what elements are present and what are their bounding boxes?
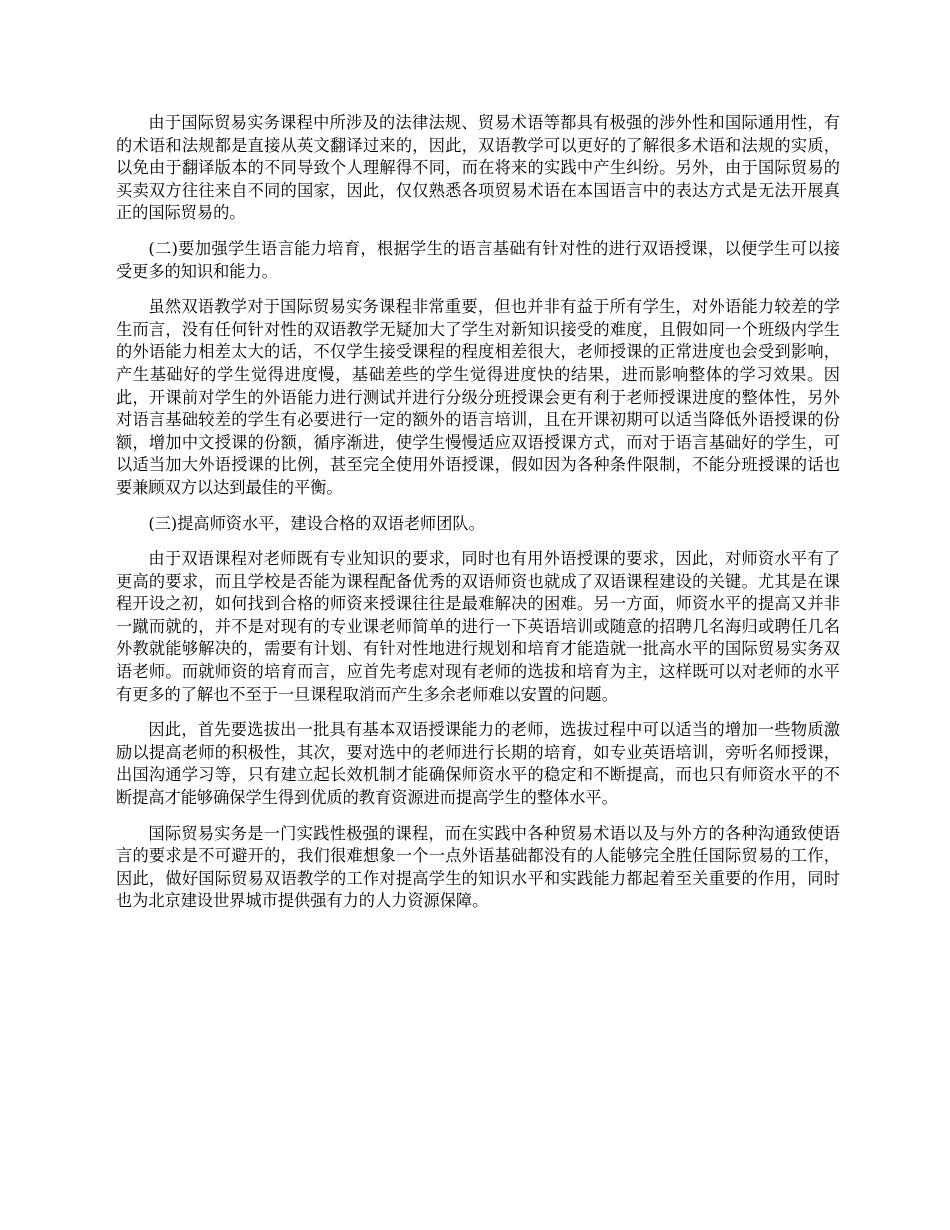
document-body <box>116 112 840 926</box>
paragraph-teacher-selection: 因此，首先要选拔出一批具有基本双语授课能力的老师，选拔过程中可以适当的增加一些物质激励以提高老师的积极性，其次，要对选中的老师进行长期的培育，如专业英语培训，旁听名师授课，出国沟通学习等，只有建立起长效机制才能确保师资水平的稳定和不断提高，而也只有师资水平的不断提高才能够确保学生得到优质的教育资源进而提高学生的整体水平。 <box>116 720 840 808</box>
section-heading-language-ability: (二)要加强学生语言能力培育，根据学生的语言基础有针对性的进行双语授课，以便学生可以接受更多的知识和能力。 <box>116 238 840 281</box>
paragraph-tiered-teaching: 虽然双语教学对于国际贸易实务课程非常重要，但也并非有益于所有学生，对外语能力较差的学生而言，没有任何针对性的双语教学无疑加大了学生对新知识接受的难度，且假如同一个班级内学生的外语能力相差太大的话，不仅学生接受课程的程度相差很大，老师授课的正常进度也会受到影响，产生基础好的学生觉得进度慢，基础差些的学生觉得进度快的结果，进而影响整体的学习效果。因此，开课前对学生的外语能力进行测试并进行分级分班授课会更有利于老师授课进度的整体性，另外对语言基础较差的学生有必要进行一定的额外的语言培训，且在开课初期可以适当降低外语授课的份额，增加中文授课的份额，循序渐进，使学生慢慢适应双语授课方式，而对于语言基础好的学生，可以适当加大外语授课的比例，甚至完全使用外语授课，假如因为各种条件限制，不能分班授课的话也要兼顾双方以达到最佳的平衡。 <box>116 297 840 497</box>
paragraph-conclusion: 国际贸易实务是一门实践性极强的课程，而在实践中各种贸易术语以及与外方的各种沟通致使语言的要求是不可避开的，我们很难想象一个一点外语基础都没有的人能够完全胜任国际贸易的工作，因此，做好国际贸易双语教学的工作对提高学生的知识水平和实践能力都起着至关重要的作用，同时也为北京建设世界城市提供强有力的人力资源保障。 <box>116 823 840 911</box>
section-heading-teacher-quality: (三)提高师资水平，建设合格的双语老师团队。 <box>148 513 485 533</box>
paragraph-teacher-requirements: 由于双语课程对老师既有专业知识的要求，同时也有用外语授课的要求，因此，对师资水平有了更高的要求，而且学校是否能为课程配备优秀的双语师资也就成了双语课程建设的关键。尤其是在课程开设之初，如何找到合格的师资来授课往往是最难解决的困难。另一方面，师资水平的提高又并非一蹴而就的，并不是对现有的专业课老师简单的进行一下英语培训或随意的招聘几名海归或聘任几名外教就能够解决的，需要有计划、有针对性地进行规划和培育才能造就一批高水平的国际贸易实务双语老师。而就师资的培育而言，应首先考虑对现有老师的选拔和培育为主，这样既可以对老师的水平有更多的了解也不至于一旦课程取消而产生多余老师难以安置的问题。 <box>116 549 840 704</box>
paragraph-translation-benefits: 由于国际贸易实务课程中所涉及的法律法规、贸易术语等都具有极强的涉外性和国际通用性，有的术语和法规都是直接从英文翻译过来的，因此，双语教学可以更好的了解很多术语和法规的实质，以免由于翻译版本的不同导致个人理解得不同，而在将来的实践中产生纠纷。另外，由于国际贸易的买卖双方往往来自不同的国家，因此，仅仅熟悉各项贸易术语在本国语言中的表达方式是无法开展真正的国际贸易的。 <box>116 113 840 223</box>
